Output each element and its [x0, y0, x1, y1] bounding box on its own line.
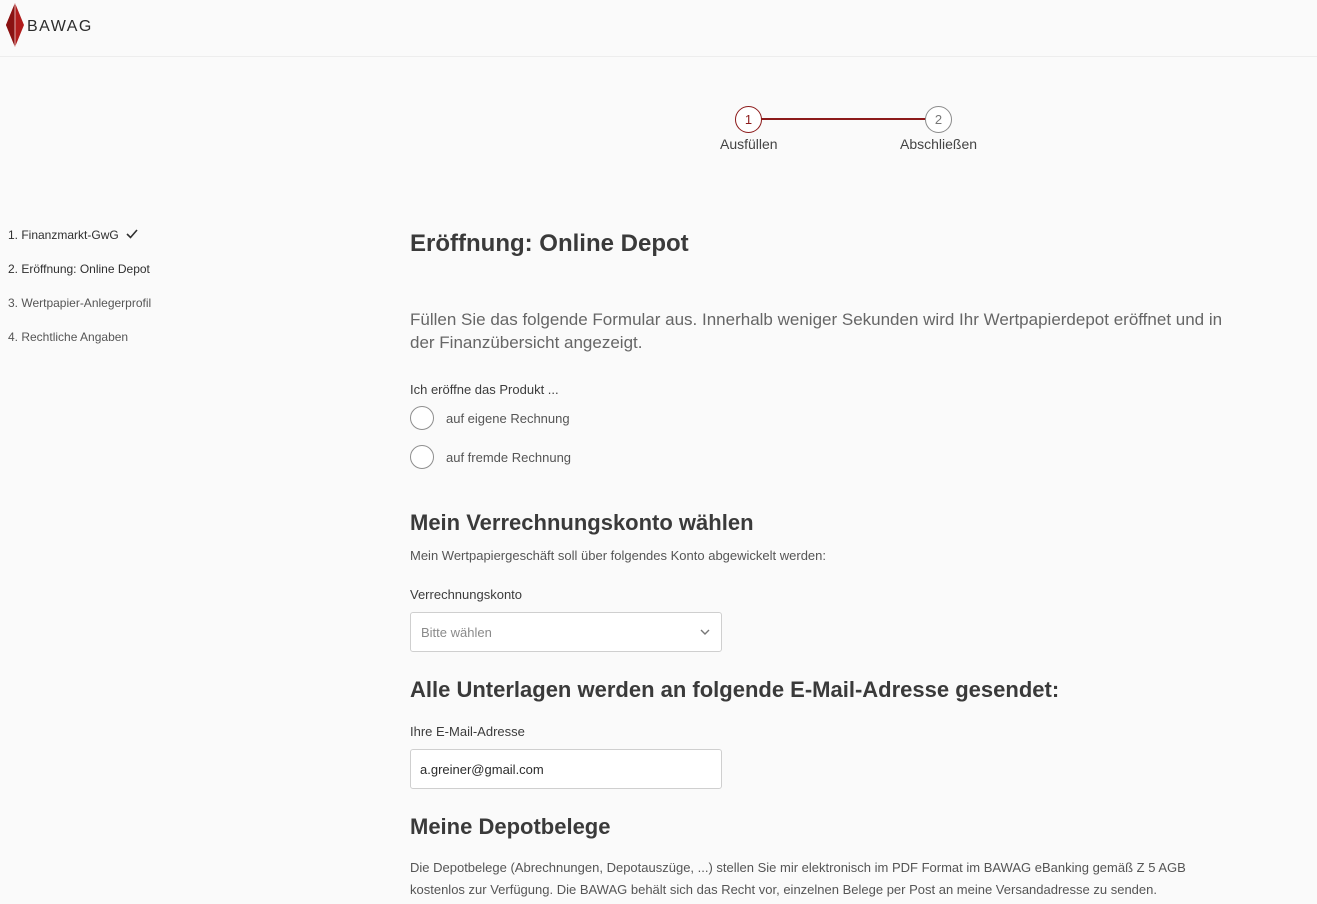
email-field-label: Ihre E-Mail-Adresse: [410, 724, 525, 739]
sidenav-item-anlegerprofil[interactable]: [8, 296, 151, 330]
bawag-diamond-icon: [6, 3, 24, 47]
sidenav-item-label: 4. Rechtliche Angaben: [8, 330, 129, 344]
radio-button[interactable]: [410, 445, 434, 469]
radio-button[interactable]: [410, 406, 434, 430]
sidenav-item-label: 1. Finanzmarkt-GwG: [8, 228, 119, 242]
radio-option-fremde-rechnung[interactable]: [410, 445, 571, 469]
progress-stepper: [700, 106, 1000, 166]
receipts-heading: Meine Depotbelege: [410, 814, 611, 839]
step-1-circle: 1: [735, 106, 762, 133]
section-navigation: [8, 228, 151, 364]
chevron-down-icon: [699, 626, 711, 638]
radio-option-label: auf eigene Rechnung: [446, 410, 570, 426]
sidenav-item-label: 3. Wertpapier-Anlegerprofil: [8, 296, 152, 310]
step-1-label: Ausfüllen: [720, 136, 778, 152]
sidenav-item-finanzmarkt-gwg[interactable]: [8, 228, 151, 262]
email-field[interactable]: [410, 749, 722, 789]
bawag-logo[interactable]: [6, 3, 93, 47]
step-2-label: Abschließen: [900, 136, 978, 152]
check-icon: [126, 229, 138, 239]
email-heading: Alle Unterlagen werden an folgende E-Mail-Adresse gesendet:: [410, 677, 1060, 702]
intro-text: Füllen Sie das folgende Formular aus. Innerhalb weniger Sekunden wird Ihr Wertpapierdepot eröffnet und in der Finanzübersicht angezeigt.: [410, 310, 1223, 352]
product-question-label: Ich eröffne das Produkt ...: [410, 382, 559, 397]
step-2-circle: 2: [925, 106, 952, 133]
logo-text: BAWAG: [27, 18, 93, 35]
top-bar: [0, 0, 1317, 57]
radio-option-eigene-rechnung[interactable]: [410, 406, 570, 430]
stepper-connector: [748, 118, 938, 120]
account-subtext: Mein Wertpapiergeschäft soll über folgendes Konto abgewickelt werden:: [410, 548, 826, 563]
verrechnungskonto-select[interactable]: [410, 612, 722, 652]
sidenav-item-rechtliche-angaben[interactable]: [8, 330, 151, 364]
page-title: Eröffnung: Online Depot: [410, 230, 689, 257]
sidenav-item-online-depot[interactable]: [8, 262, 151, 296]
account-field-label: Verrechnungskonto: [410, 587, 523, 602]
select-value: Bitte wählen: [421, 624, 492, 640]
receipts-text: Die Depotbelege (Abrechnungen, Depotauszüge, ...) stellen Sie mir elektronisch im PDF Format im BAWAG eBanking gemäß Z 5 AGB kostenlos zur Verfügung. Die BAWAG behält sich das Recht vor, einzelnen Belege per Post an meine Versandadresse zu senden.: [410, 860, 1186, 897]
sidenav-item-label: 2. Eröffnung: Online Depot: [8, 262, 150, 276]
radio-option-label: auf fremde Rechnung: [446, 449, 572, 465]
account-heading: Mein Verrechnungskonto wählen: [410, 510, 754, 535]
